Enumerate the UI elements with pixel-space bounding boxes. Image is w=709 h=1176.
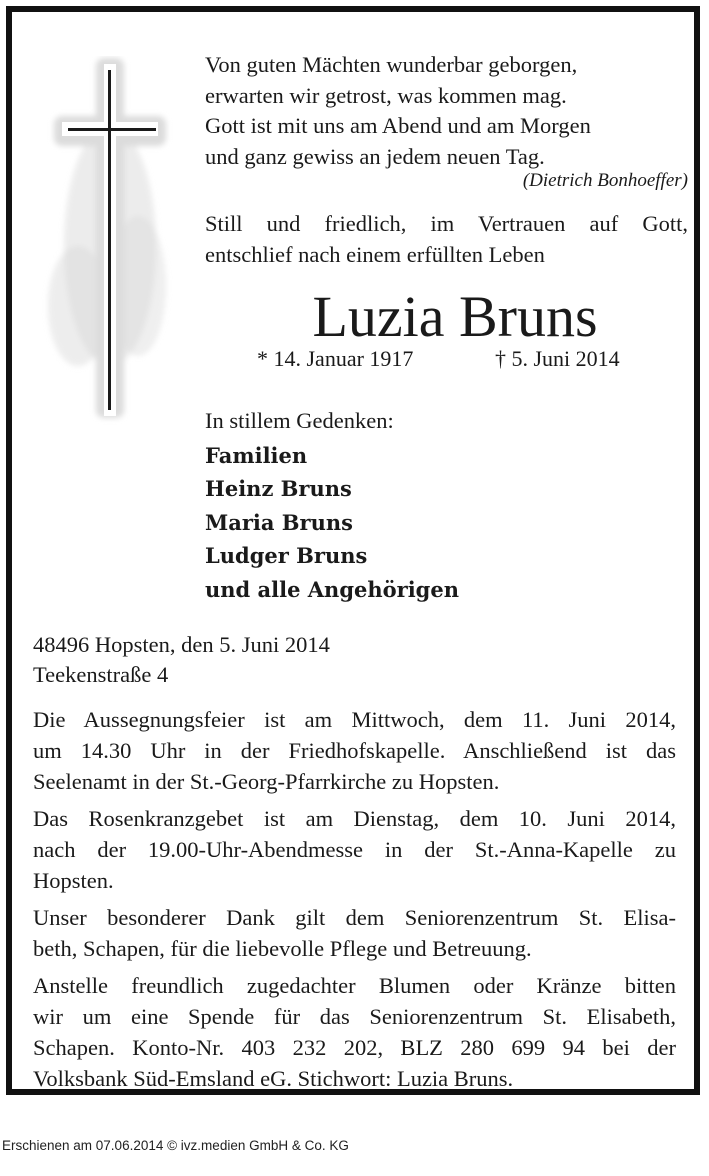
paragraph-line: Die Aussegnungsfeier ist am Mittwoch, dem 11. Juni 2014, <box>33 707 676 732</box>
mourner-name: Maria Bruns <box>205 509 353 535</box>
paragraph-line: Schapen. Konto-Nr. 403 232 202, BLZ 280 699 94 bei der <box>33 1035 676 1060</box>
mourner-name: Heinz Bruns <box>205 476 352 501</box>
birth-date: * 14. Januar 1917 <box>257 346 414 371</box>
mourners-label: In stillem Gedenken: <box>205 408 394 433</box>
paragraph-line: Unser besonderer Dank gilt dem Seniorenzentrum St. Elisa- <box>33 905 676 930</box>
paragraph-line: um 14.30 Uhr in der Friedhofskapelle. Anschließend ist das <box>33 738 676 763</box>
street-address: Teekenstraße 4 <box>33 662 169 687</box>
mourner-name: und alle Angehörigen <box>205 576 459 602</box>
publication-footer: Erschienen am 07.06.2014 © ivz.medien GmbH & Co. KG <box>2 1138 349 1153</box>
cross-icon <box>38 56 178 426</box>
paragraph-donation <box>33 970 676 1094</box>
paragraph-line: Das Rosenkranzgebet ist am Dienstag, dem 10. Juni 2014, <box>33 806 676 831</box>
paragraph-line: beth, Schapen, für die liebevolle Pflege und Betreuung. <box>33 936 532 961</box>
mourner-name: Familien <box>205 442 308 468</box>
death-date: † 5. Juni 2014 <box>495 346 620 371</box>
mourner-name: Ludger Bruns <box>205 543 368 568</box>
poem-line: Gott ist mit uns am Abend und am Morgen <box>205 113 591 138</box>
place-and-date <box>33 630 673 690</box>
paragraph-line: Seelenamt in der St.-Georg-Pfarrkirche zu Hopsten. <box>33 769 500 794</box>
deceased-name: Luzia Bruns <box>312 284 598 349</box>
mourners <box>205 404 688 606</box>
intro-line: Still und friedlich, im Vertrauen auf Gott, <box>205 211 688 236</box>
poem-author: (Dietrich Bonhoeffer) <box>522 170 688 191</box>
intro-line: entschlief nach einem erfüllten Leben <box>205 241 545 267</box>
paragraph-rosary <box>33 803 676 896</box>
intro-text <box>205 209 688 270</box>
paragraph-thanks <box>33 902 676 964</box>
paragraph-line: Anstelle freundlich zugedachter Blumen oder Kränze bitten <box>33 973 676 998</box>
poem <box>205 50 688 193</box>
poem-line: Von guten Mächten wunderbar geborgen, <box>205 52 578 77</box>
paragraph-line: nach der 19.00-Uhr-Abendmesse in der St.-Anna-Kapelle zu <box>33 837 676 862</box>
poem-line: und ganz gewiss an jedem neuen Tag. <box>205 143 545 169</box>
location-date: 48496 Hopsten, den 5. Juni 2014 <box>33 632 330 657</box>
obituary-notice <box>6 6 700 1095</box>
paragraph-line: wir um eine Spende für das Seniorenzentrum St. Elisabeth, <box>33 1004 676 1029</box>
poem-line: erwarten wir getrost, was kommen mag. <box>205 82 567 108</box>
paragraph-line: Hopsten. <box>33 868 114 893</box>
paragraph-line: Volksbank Süd-Emsland eG. Stichwort: Luzia Bruns. <box>33 1066 514 1091</box>
ceremony-details <box>33 704 676 1100</box>
paragraph-funeral <box>33 704 676 797</box>
